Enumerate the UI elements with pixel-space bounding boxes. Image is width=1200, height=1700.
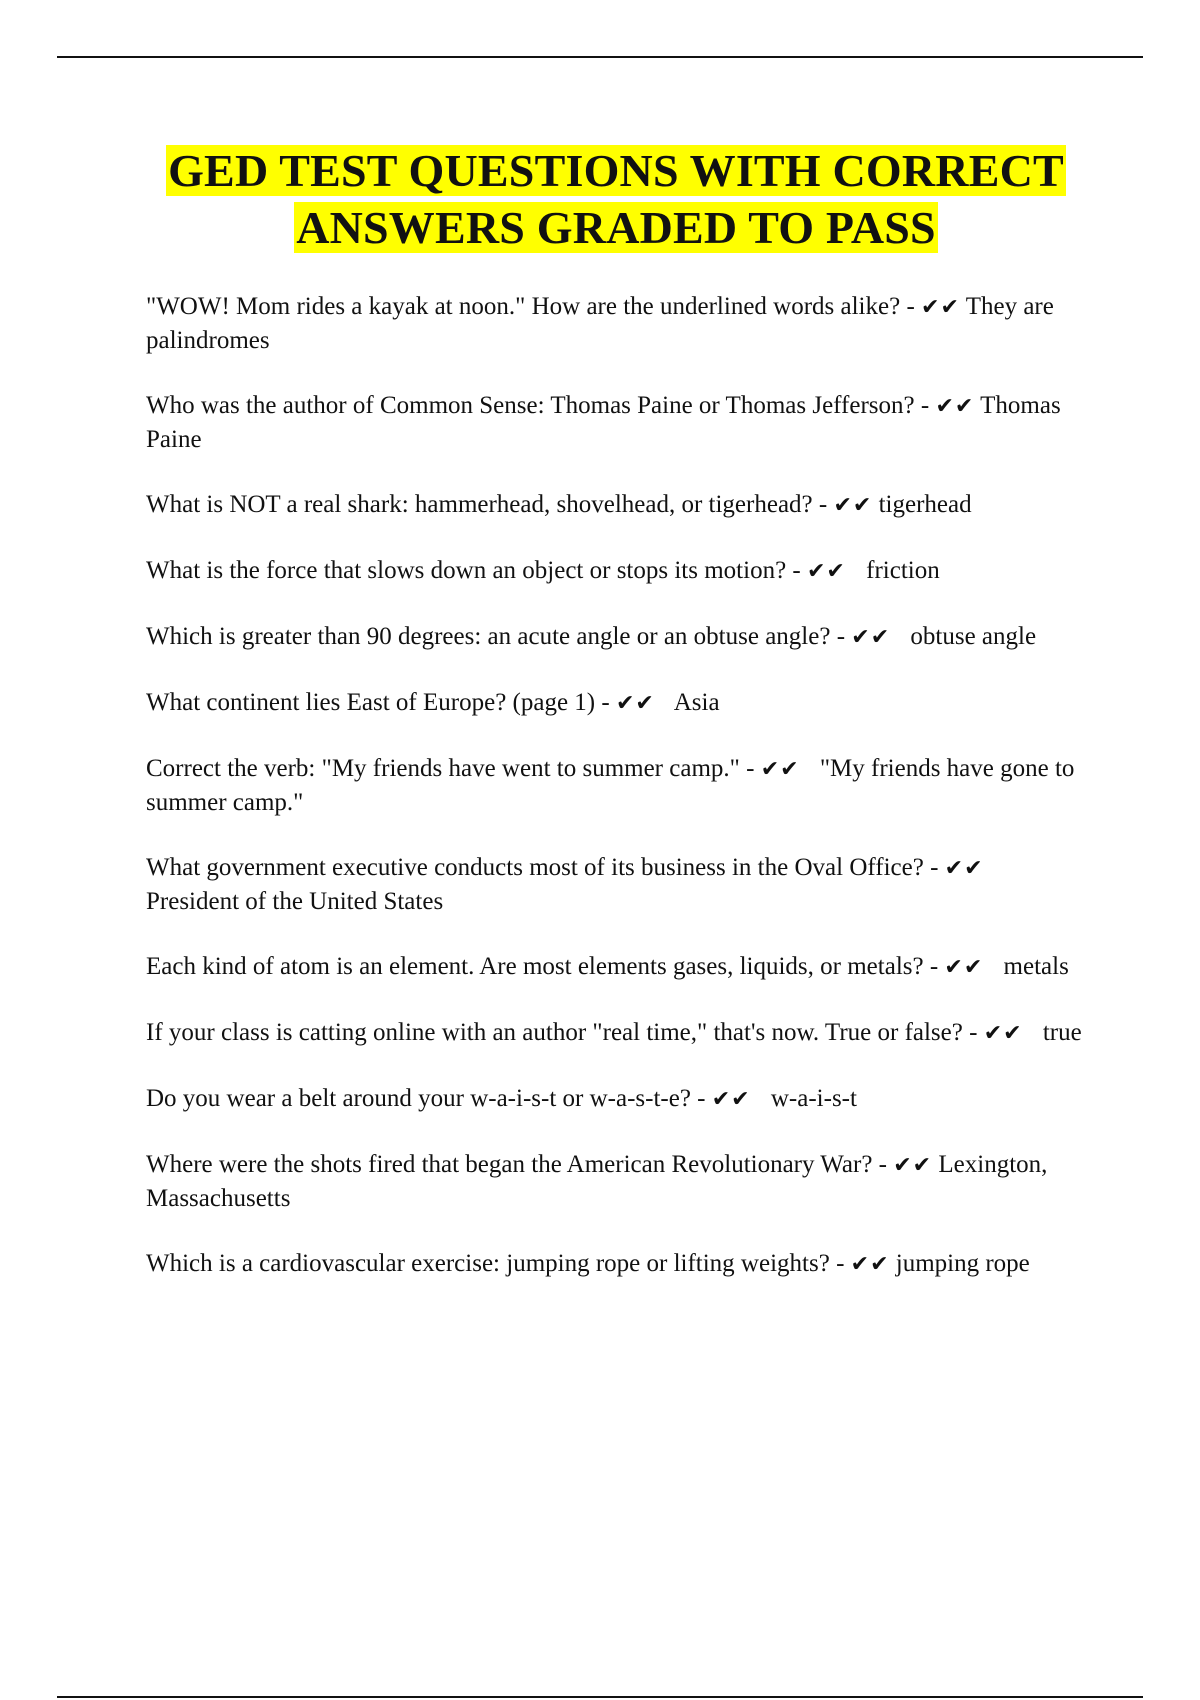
question-text: What is the force that slows down an object or stops its motion? [146, 557, 787, 584]
separator: - [818, 491, 828, 518]
question-text: What continent lies East of Europe? (page 1) [146, 689, 596, 716]
answer-text: They are palindromes [146, 293, 1054, 354]
double-check-icon: ✔✔ [944, 856, 984, 881]
title-line-1: GED TEST QUESTIONS WITH CORRECT [168, 145, 1064, 196]
question-text: "WOW! Mom rides a kayak at noon." How are the underlined words alike? [146, 293, 901, 320]
double-check-icon: ✔✔ [893, 1153, 933, 1178]
qa-item [146, 620, 1086, 654]
double-check-icon: ✔✔ [850, 1252, 890, 1277]
separator: - [836, 623, 846, 650]
top-rule [57, 56, 1143, 58]
qa-item [146, 1082, 1086, 1116]
double-check-icon: ✔✔ [851, 625, 891, 650]
double-check-icon: ✔✔ [944, 955, 984, 980]
qa-item [146, 389, 1086, 456]
answer-text: "My friends have gone to summer camp." [146, 755, 1075, 816]
separator: - [920, 392, 930, 419]
separator: - [930, 854, 939, 881]
double-check-icon: ✔✔ [983, 1021, 1023, 1046]
qa-item [146, 950, 1086, 984]
separator: - [697, 1085, 706, 1112]
double-check-icon: ✔✔ [807, 559, 846, 584]
answer-text: metals [1003, 953, 1069, 980]
qa-list [146, 290, 1086, 1281]
double-check-icon: ✔✔ [760, 757, 800, 782]
double-check-icon: ✔✔ [921, 295, 960, 320]
question-text: What is NOT a real shark: hammerhead, shovelhead, or tigerhead? [146, 491, 813, 518]
document-body [146, 142, 1086, 1313]
answer-text: w-a-i-s-t [770, 1085, 857, 1112]
answer-text: Asia [673, 689, 720, 716]
qa-item [146, 290, 1086, 357]
separator: - [746, 755, 755, 782]
qa-item [146, 752, 1086, 819]
document-title [146, 142, 1086, 256]
question-text: Which is greater than 90 degrees: an acute angle or an obtuse angle? [146, 623, 831, 650]
answer-text: true [1042, 1019, 1082, 1046]
qa-item [146, 1247, 1086, 1281]
bottom-rule [57, 1696, 1143, 1698]
question-text: If your class is catting online with an author "real time," that's now. True or false? [146, 1019, 963, 1046]
answer-text: friction [866, 557, 940, 584]
question-text: Each kind of atom is an element. Are most elements gases, liquids, or metals? [146, 953, 924, 980]
question-text: Do you wear a belt around your w-a-i-s-t or w-a-s-t-e? [146, 1085, 691, 1112]
answer-text: jumping rope [895, 1250, 1030, 1277]
answer-text: President of the United States [146, 888, 444, 915]
question-text: Correct the verb: "My friends have went to summer camp." [146, 755, 740, 782]
separator: - [929, 953, 939, 980]
answer-text: Thomas Paine [146, 392, 1061, 453]
separator: - [878, 1151, 887, 1178]
qa-item [146, 1148, 1086, 1215]
question-text: What government executive conducts most of its business in the Oval Office? [146, 854, 924, 881]
answer-text: Lexington, Massachusetts [146, 1151, 1048, 1212]
double-check-icon: ✔✔ [615, 691, 655, 716]
double-check-icon: ✔✔ [935, 394, 975, 419]
question-text: Which is a cardiovascular exercise: jumping rope or lifting weights? [146, 1250, 830, 1277]
question-text: Where were the shots fired that began the American Revolutionary War? [146, 1151, 873, 1178]
qa-item [146, 488, 1086, 522]
title-line-2: ANSWERS GRADED TO PASS [296, 202, 936, 253]
qa-item [146, 851, 1086, 918]
qa-item [146, 1016, 1086, 1050]
answer-text: obtuse angle [910, 623, 1037, 650]
double-check-icon: ✔✔ [711, 1087, 751, 1112]
question-text: Who was the author of Common Sense: Thomas Paine or Thomas Jefferson? [146, 392, 915, 419]
qa-item [146, 686, 1086, 720]
answer-text: tigerhead [878, 491, 972, 518]
separator: - [836, 1250, 845, 1277]
separator: - [601, 689, 610, 716]
double-check-icon: ✔✔ [833, 493, 873, 518]
separator: - [906, 293, 915, 320]
qa-item [146, 554, 1086, 588]
separator: - [792, 557, 801, 584]
separator: - [969, 1019, 978, 1046]
